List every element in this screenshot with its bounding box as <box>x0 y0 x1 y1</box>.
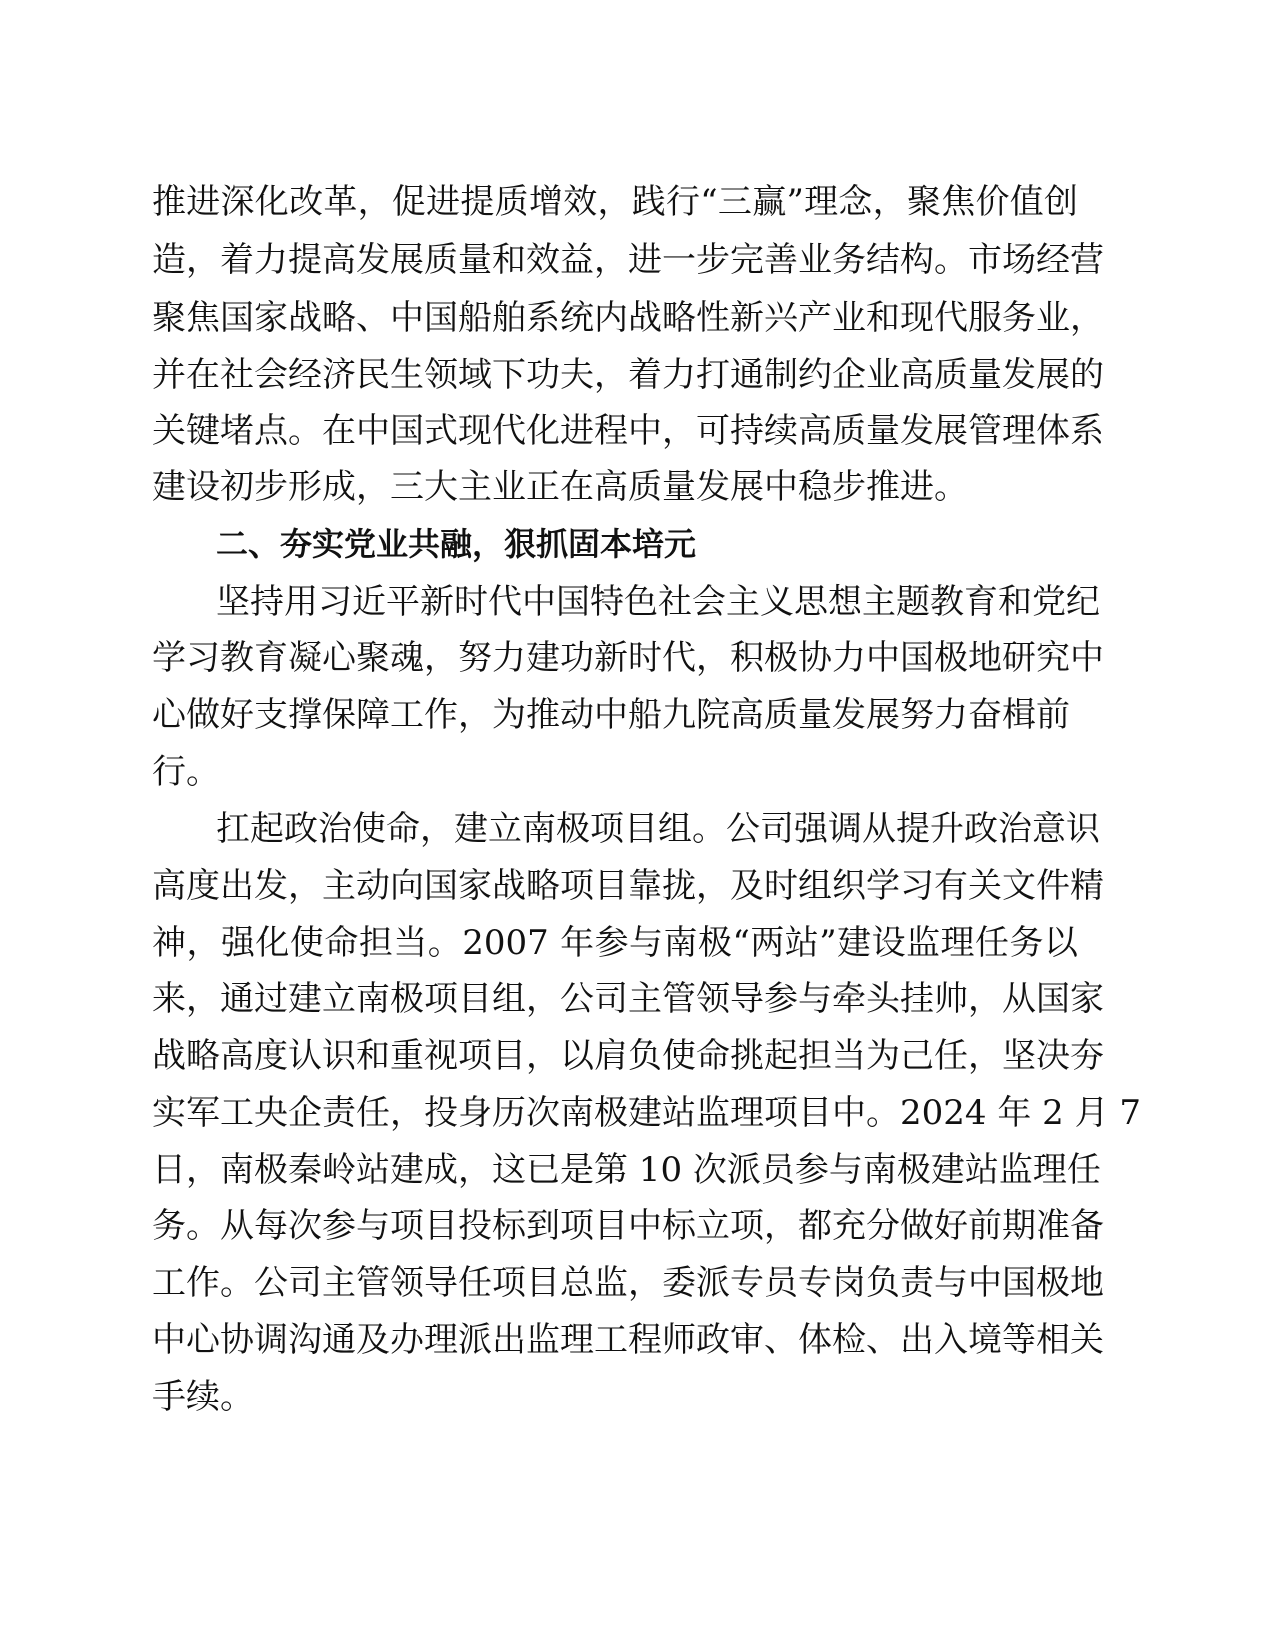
paragraph-3-line: 务。从每次参与项目投标到项目中标立项，都充分做好前期准备 <box>152 1206 1104 1246</box>
section-heading: 二、夯实党业共融，狠抓固本培元 <box>216 525 697 563</box>
paragraph-1-line: 建设初步形成，三大主业正在高质量发展中稳步推进。 <box>152 467 968 507</box>
paragraph-2-line: 学习教育凝心聚魂，努力建功新时代，积极协力中国极地研究中 <box>152 638 1104 678</box>
paragraph-3-line: 神，强化使命担当。2007 年参与南极“两站”建设监理任务以 <box>152 923 1078 963</box>
paragraph-3-line: 扛起政治使命，建立南极项目组。公司强调从提升政治意识 <box>216 809 1100 849</box>
paragraph-3-line: 手续。 <box>152 1377 254 1417</box>
paragraph-1-line: 造，着力提高发展质量和效益，进一步完善业务结构。市场经营 <box>152 240 1104 280</box>
paragraph-2-line: 行。 <box>152 752 220 792</box>
paragraph-2-line: 心做好支撑保障工作，为推动中船九院高质量发展努力奋楫前 <box>152 695 1070 735</box>
paragraph-2-line: 坚持用习近平新时代中国特色社会主义思想主题教育和党纪 <box>216 582 1100 622</box>
paragraph-1-line: 关键堵点。在中国式现代化进程中，可持续高质量发展管理体系 <box>152 411 1104 451</box>
paragraph-3-line: 工作。公司主管领导任项目总监，委派专员专岗负责与中国极地 <box>152 1263 1104 1303</box>
paragraph-3-line: 实军工央企责任，投身历次南极建站监理项目中。2024 年 2 月 7 <box>152 1093 1142 1133</box>
paragraph-3-line: 战略高度认识和重视项目，以肩负使命挑起担当为己任，坚决夯 <box>152 1036 1104 1076</box>
paragraph-1-line: 推进深化改革，促进提质增效，践行“三赢”理念，聚焦价值创 <box>152 182 1078 222</box>
paragraph-3-line: 中心协调沟通及办理派出监理工程师政审、体检、出入境等相关 <box>152 1320 1104 1360</box>
paragraph-3-line: 日，南极秦岭站建成，这已是第 10 次派员参与南极建站监理任 <box>152 1150 1101 1190</box>
paragraph-1-line: 并在社会经济民生领域下功夫，着力打通制约企业高质量发展的 <box>152 355 1104 395</box>
paragraph-3-line: 来，通过建立南极项目组，公司主管领导参与牵头挂帅，从国家 <box>152 979 1104 1019</box>
paragraph-3-line: 高度出发，主动向国家战略项目靠拢，及时组织学习有关文件精 <box>152 866 1104 906</box>
paragraph-1-line: 聚焦国家战略、中国船舶系统内战略性新兴产业和现代服务业， <box>152 298 1104 338</box>
